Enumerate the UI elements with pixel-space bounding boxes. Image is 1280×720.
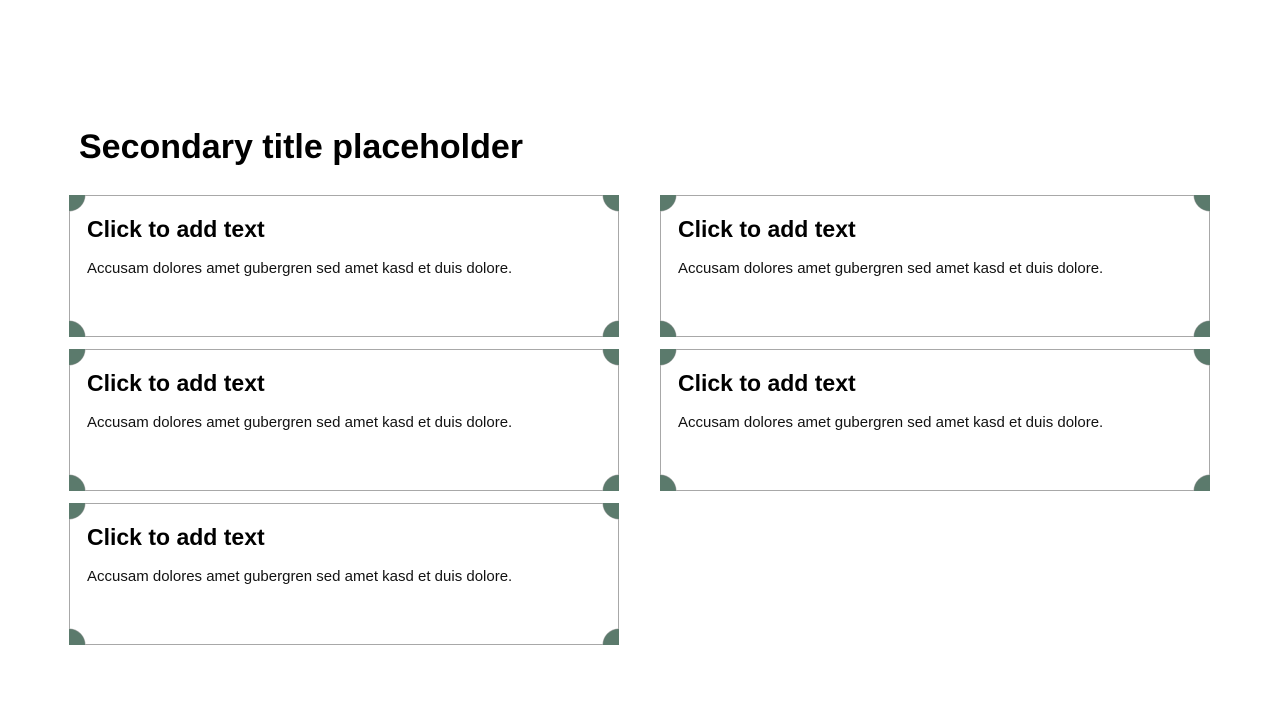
card-heading[interactable]: Click to add text (87, 216, 265, 242)
content-card-3[interactable] (69, 349, 619, 491)
card-heading[interactable]: Click to add text (678, 216, 856, 242)
content-card-1[interactable] (69, 195, 619, 337)
card-heading[interactable]: Click to add text (87, 370, 265, 396)
card-body-text[interactable]: Accusam dolores amet gubergren sed amet kasd et duis dolore. (87, 414, 513, 431)
card-heading[interactable]: Click to add text (678, 370, 856, 396)
card-body-text[interactable]: Accusam dolores amet gubergren sed amet kasd et duis dolore. (87, 568, 513, 585)
card-body-text[interactable]: Accusam dolores amet gubergren sed amet kasd et duis dolore. (678, 414, 1104, 431)
content-card-5[interactable] (69, 503, 619, 645)
content-card-4[interactable] (660, 349, 1210, 491)
card-body-text[interactable]: Accusam dolores amet gubergren sed amet kasd et duis dolore. (87, 260, 513, 277)
card-heading[interactable]: Click to add text (87, 524, 265, 550)
content-card-2[interactable] (660, 195, 1210, 337)
slide-title[interactable]: Secondary title placeholder (79, 128, 524, 166)
card-body-text[interactable]: Accusam dolores amet gubergren sed amet kasd et duis dolore. (678, 260, 1104, 277)
